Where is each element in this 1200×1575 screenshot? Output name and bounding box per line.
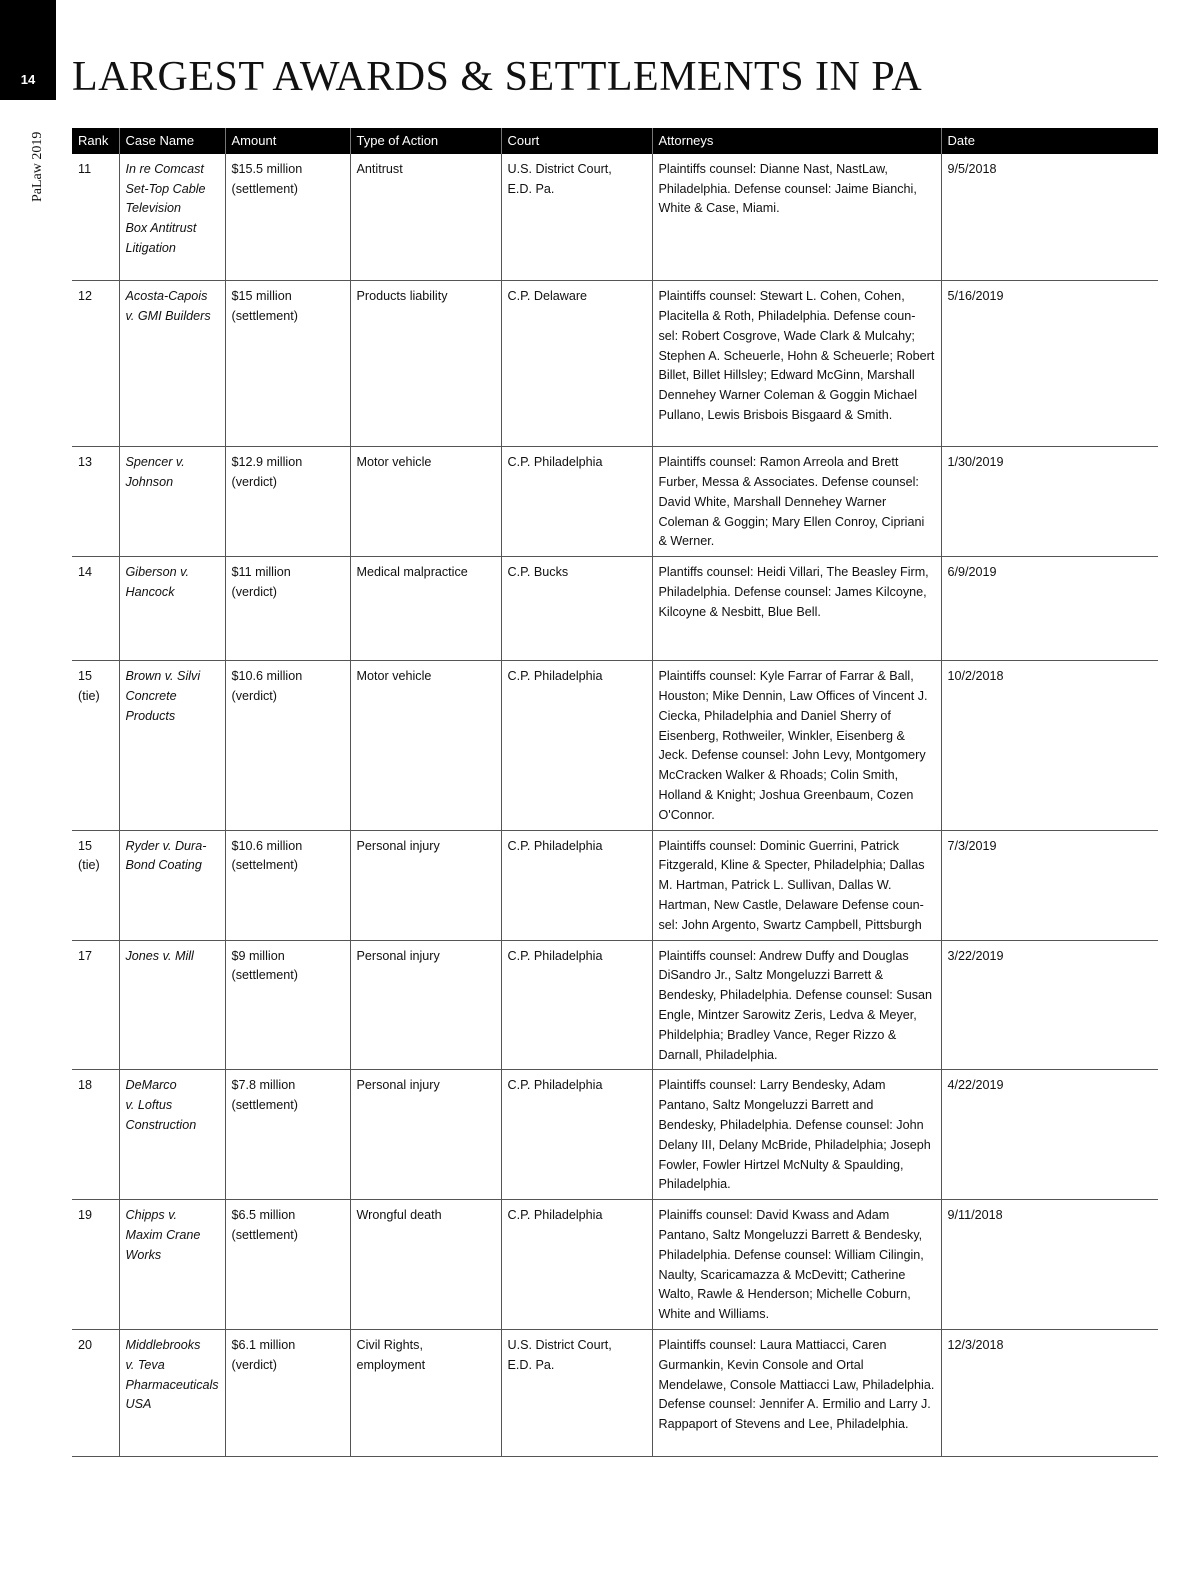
table-row — [72, 940, 1158, 1070]
table-row — [72, 661, 1158, 830]
table-row — [72, 1070, 1158, 1200]
table-row — [72, 557, 1158, 661]
cell-attorneys: Plaintiffs counsel: Larry Bendesky, Adam Pantano, Saltz Mongeluzzi Barrett and Bendesky, Philadelphia. Defense counsel: John Delany III, Delany McBride, Philadelphia; Joseph Fowler, Fowler Hirtzel McNulty & Spaulding, Philadelphia. — [652, 1070, 941, 1200]
cell-rank: 19 — [72, 1200, 119, 1330]
cell-attorneys: Plaintiffs counsel: Kyle Farrar of Farrar & Ball, Houston; Mike Dennin, Law Offices of Vincent J. Ciecka, Philadelphia and Daniel Sherry of Eisenberg, Rothweiler, Winkler, Eisenberg & Jeck. Defense counsel: John Levy, Montgomery McCracken Walker & Rhoads; Colin Smith, Holland & Knight; Joshua Greenbaum, Cozen O'Connor. — [652, 661, 941, 830]
cell-court: U.S. District Court, E.D. Pa. — [501, 154, 652, 281]
cell-attorneys: Plaintiffs counsel: Ramon Arreola and Brett Furber, Messa & Associates. Defense counsel: David White, Marshall Dennehey Warner Coleman & Goggin; Mary Ellen Conroy, Cipriani & Werner. — [652, 447, 941, 557]
cell-case-name: Acosta-Capois v. GMI Builders — [119, 281, 225, 447]
cell-date: 9/5/2018 — [941, 154, 1158, 281]
header-court: Court — [501, 128, 652, 154]
cell-attorneys: Plaintiffs counsel: Andrew Duffy and Douglas DiSandro Jr., Saltz Mongeluzzi Barrett & Bendesky, Philadelphia. Defense counsel: Susan Engle, Mintzer Sarowitz Zeris, Ledva & Meyer, Phildelphia; Bradley Vance, Reger Rizzo & Darnall, Philadelphia. — [652, 940, 941, 1070]
header-date: Date — [941, 128, 1158, 154]
cell-court: C.P. Philadelphia — [501, 940, 652, 1070]
header-case-name: Case Name — [119, 128, 225, 154]
cell-type-of-action: Wrongful death — [350, 1200, 501, 1330]
cell-type-of-action: Personal injury — [350, 940, 501, 1070]
cell-amount: $10.6 million (verdict) — [225, 661, 350, 830]
cell-type-of-action: Motor vehicle — [350, 447, 501, 557]
cell-rank: 12 — [72, 281, 119, 447]
cell-attorneys: Plaintiffs counsel: Laura Mattiacci, Caren Gurmankin, Kevin Console and Ortal Mendelawe, Console Mattiacci Law, Philadelphia. Defense counsel: Jennifer A. Ermilio and Larry J. Rappaport of Stevens and Lee, Philadelphia. — [652, 1329, 941, 1456]
cell-court: C.P. Philadelphia — [501, 661, 652, 830]
cell-type-of-action: Civil Rights, employment — [350, 1329, 501, 1456]
cell-type-of-action: Antitrust — [350, 154, 501, 281]
cell-case-name: Giberson v. Hancock — [119, 557, 225, 661]
cell-amount: $15.5 million (settlement) — [225, 154, 350, 281]
header-amount: Amount — [225, 128, 350, 154]
page-number: 14 — [20, 72, 36, 87]
awards-table — [72, 128, 1158, 1457]
cell-amount: $10.6 million (settelment) — [225, 830, 350, 940]
header-rank: Rank — [72, 128, 119, 154]
cell-court: C.P. Bucks — [501, 557, 652, 661]
cell-amount: $6.1 million (verdict) — [225, 1329, 350, 1456]
cell-rank: 11 — [72, 154, 119, 281]
cell-attorneys: Plantiffs counsel: Heidi Villari, The Beasley Firm, Philadelphia. Defense counsel: James Kilcoyne, Kilcoyne & Nesbitt, Blue Bell. — [652, 557, 941, 661]
cell-court: C.P. Philadelphia — [501, 447, 652, 557]
cell-rank: 15 (tie) — [72, 830, 119, 940]
cell-date: 7/3/2019 — [941, 830, 1158, 940]
table-row — [72, 154, 1158, 281]
cell-date: 6/9/2019 — [941, 557, 1158, 661]
cell-date: 3/22/2019 — [941, 940, 1158, 1070]
cell-attorneys: Plaintiffs counsel: Dianne Nast, NastLaw, Philadelphia. Defense counsel: Jaime Bianchi, White & Case, Miami. — [652, 154, 941, 281]
table-row — [72, 1200, 1158, 1330]
cell-rank: 20 — [72, 1329, 119, 1456]
cell-type-of-action: Motor vehicle — [350, 661, 501, 830]
cell-case-name: Middlebrooks v. Teva Pharmaceuticals USA — [119, 1329, 225, 1456]
cell-rank: 15 (tie) — [72, 661, 119, 830]
cell-case-name: Chipps v. Maxim Crane Works — [119, 1200, 225, 1330]
cell-type-of-action: Medical malpractice — [350, 557, 501, 661]
cell-amount: $11 million (verdict) — [225, 557, 350, 661]
cell-court: C.P. Philadelphia — [501, 830, 652, 940]
cell-amount: $7.8 million (settlement) — [225, 1070, 350, 1200]
cell-date: 1/30/2019 — [941, 447, 1158, 557]
cell-attorneys: Plainiffs counsel: David Kwass and Adam Pantano, Saltz Mongeluzzi Barrett & Bendesky, Philadelphia. Defense counsel: William Cilingin, Naulty, Scaricamazza & McDevitt; Catherine Walto, Rawle & Henderson; Michelle Coburn, White and Williams. — [652, 1200, 941, 1330]
table-row — [72, 830, 1158, 940]
header-type-of-action: Type of Action — [350, 128, 501, 154]
cell-case-name: Brown v. Silvi Concrete Products — [119, 661, 225, 830]
cell-rank: 17 — [72, 940, 119, 1070]
cell-attorneys: Plaintiffs counsel: Dominic Guerrini, Patrick Fitzgerald, Kline & Specter, Philadelphia; Dallas M. Hartman, Patrick L. Sullivan, Dallas W. Hartman, New Castle, Delaware Defense coun-sel: John Argento, Swartz Campbell, Pittsburgh — [652, 830, 941, 940]
cell-rank: 14 — [72, 557, 119, 661]
cell-type-of-action: Products liability — [350, 281, 501, 447]
cell-date: 4/22/2019 — [941, 1070, 1158, 1200]
cell-attorneys: Plaintiffs counsel: Stewart L. Cohen, Cohen, Placitella & Roth, Philadelphia. Defense coun-sel: Robert Cosgrove, Wade Clark & Mulcahy; Stephen A. Scheuerle, Hohn & Scheuerle; Robert Billet, Billet Hillsley; Edward McGinn, Marshall Dennehey Warner Coleman & Goggin Michael Pullano, Lewis Brisbois Bisgaard & Smith. — [652, 281, 941, 447]
cell-case-name: Spencer v. Johnson — [119, 447, 225, 557]
table-row — [72, 447, 1158, 557]
cell-amount: $6.5 million (settlement) — [225, 1200, 350, 1330]
cell-case-name: In re Comcast Set-Top Cable Television Box Antitrust Litigation — [119, 154, 225, 281]
cell-amount: $15 million (settlement) — [225, 281, 350, 447]
cell-amount: $12.9 million (verdict) — [225, 447, 350, 557]
cell-amount: $9 million (settlement) — [225, 940, 350, 1070]
cell-type-of-action: Personal injury — [350, 1070, 501, 1200]
cell-case-name: Jones v. Mill — [119, 940, 225, 1070]
cell-date: 5/16/2019 — [941, 281, 1158, 447]
table-header-row — [72, 128, 1158, 154]
table-row — [72, 1329, 1158, 1456]
cell-court: C.P. Delaware — [501, 281, 652, 447]
cell-case-name: DeMarco v. Loftus Construction — [119, 1070, 225, 1200]
cell-date: 9/11/2018 — [941, 1200, 1158, 1330]
cell-rank: 18 — [72, 1070, 119, 1200]
cell-type-of-action: Personal injury — [350, 830, 501, 940]
cell-date: 12/3/2018 — [941, 1329, 1158, 1456]
cell-case-name: Ryder v. Dura- Bond Coating — [119, 830, 225, 940]
cell-rank: 13 — [72, 447, 119, 557]
publication-label: PaLaw 2019 — [30, 131, 45, 202]
header-attorneys: Attorneys — [652, 128, 941, 154]
cell-court: C.P. Philadelphia — [501, 1070, 652, 1200]
cell-court: C.P. Philadelphia — [501, 1200, 652, 1330]
cell-date: 10/2/2018 — [941, 661, 1158, 830]
cell-court: U.S. District Court, E.D. Pa. — [501, 1329, 652, 1456]
page-title: LARGEST AWARDS & SETTLEMENTS IN PA — [72, 54, 923, 100]
table-row — [72, 281, 1158, 447]
